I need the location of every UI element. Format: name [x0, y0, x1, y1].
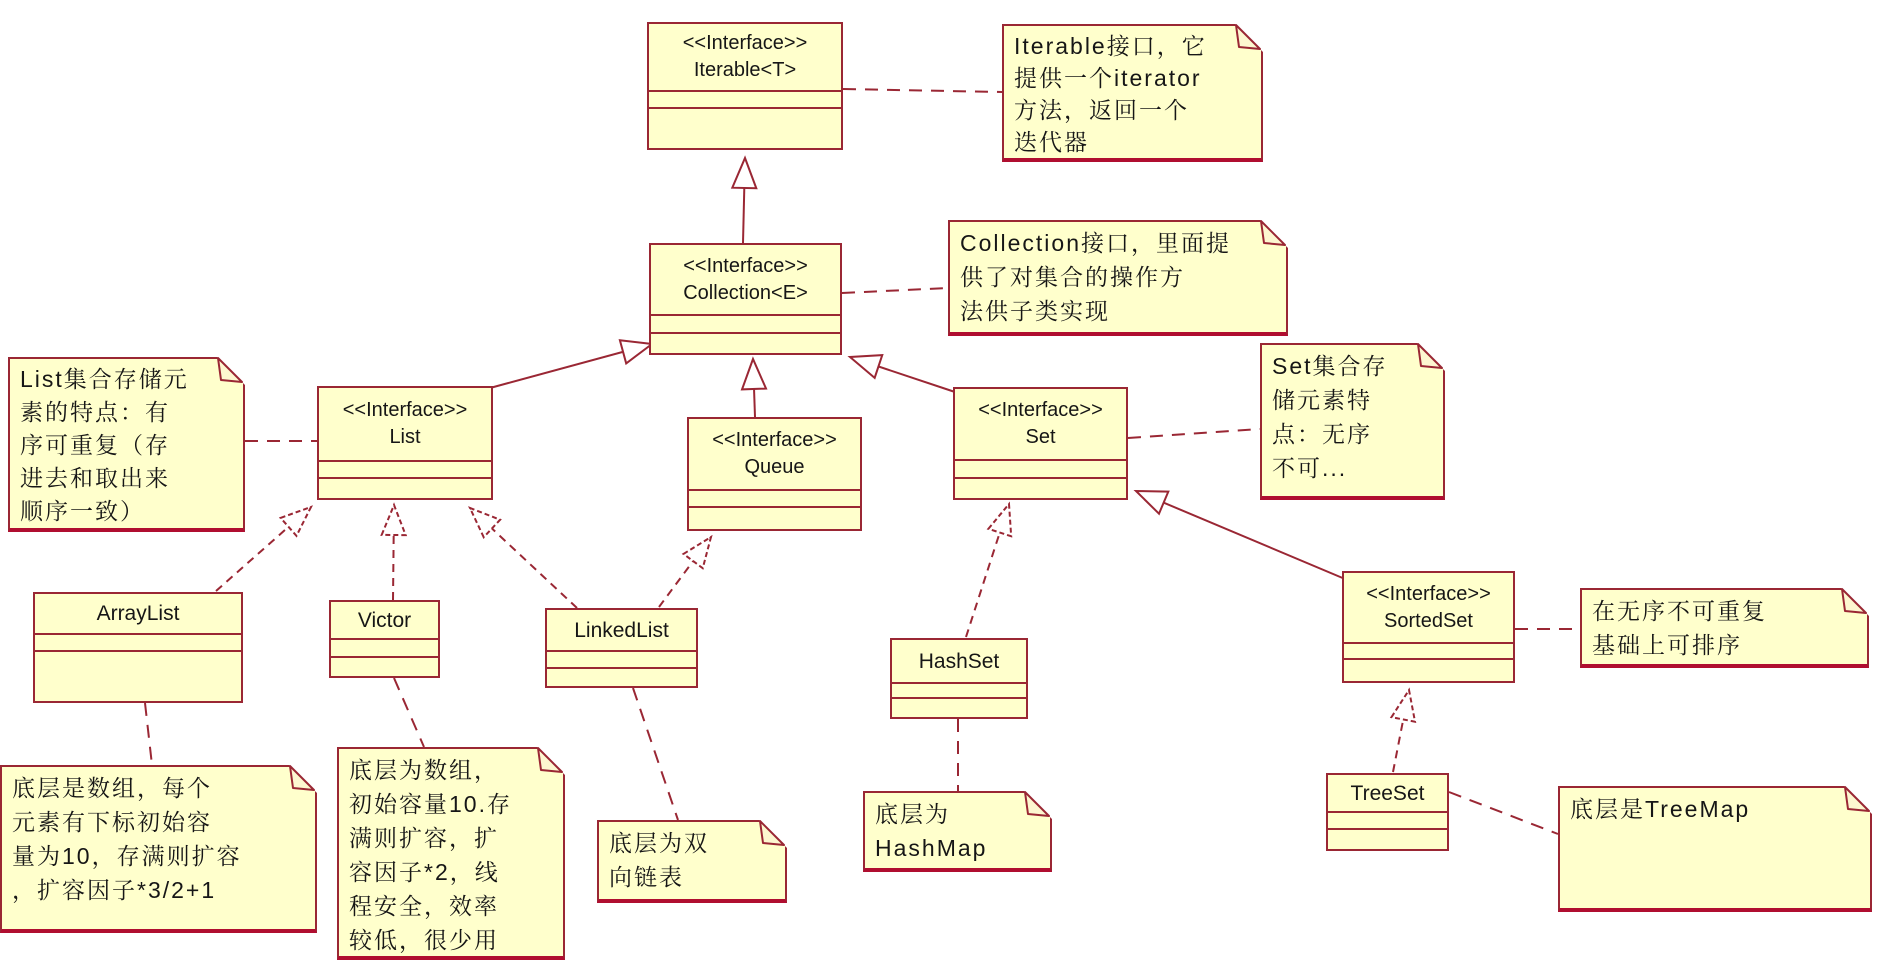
- note-fold-corner-icon: [1024, 791, 1052, 819]
- note-text-line: 基础上可排序: [1592, 632, 1742, 658]
- uml-class-treeset[interactable]: [1326, 773, 1449, 851]
- class-name-label: LinkedList: [574, 618, 669, 642]
- uml-box-title: [1328, 775, 1447, 811]
- class-name-label: ArrayList: [96, 602, 180, 625]
- uml-interface-queue[interactable]: [687, 417, 862, 531]
- uml-box-title: [35, 594, 241, 633]
- note-text-line: 储元素特: [1272, 387, 1372, 413]
- edge-generalization-sortedset-to-set: [1136, 491, 1345, 579]
- attributes-compartment: [892, 682, 1026, 697]
- uml-victor-note[interactable]: [337, 747, 565, 960]
- operations-compartment: [649, 107, 841, 148]
- edge-realization-treeset-to-sortedset: [1393, 690, 1409, 772]
- class-name-label: Victor: [357, 608, 412, 632]
- uml-class-hashset[interactable]: [890, 638, 1028, 719]
- uml-interface-collection[interactable]: [649, 243, 842, 355]
- edge-realization-linkedlist-to-list: [470, 508, 577, 608]
- uml-sortedset-note[interactable]: [1580, 588, 1869, 668]
- note-text-line: 素的特点：有: [20, 399, 170, 425]
- note-text-line: Collection接口，里面提: [960, 230, 1231, 256]
- uml-set-note[interactable]: [1260, 343, 1445, 500]
- note-text-line: 较低，很少用: [349, 927, 499, 953]
- note-fold-corner-icon: [759, 820, 787, 848]
- uml-box-title: [319, 388, 491, 460]
- attributes-compartment: [649, 90, 841, 107]
- note-text-line: 供了对集合的操作方: [960, 264, 1185, 290]
- uml-box-title: [331, 602, 438, 638]
- class-name-label: Queue: [744, 456, 805, 478]
- edge-note-anchor-set-to-set-note: [1128, 429, 1260, 438]
- uml-interface-list[interactable]: [317, 386, 493, 500]
- edge-generalization-collection-to-iterable: [743, 158, 745, 243]
- edge-note-anchor-arraylist-to-arraylist-note: [145, 703, 152, 765]
- note-text-line: 迭代器: [1014, 129, 1089, 155]
- note-fold-corner-icon: [289, 765, 317, 793]
- note-text-line: 底层为: [875, 801, 950, 827]
- note-text-line: 进去和取出来: [20, 465, 170, 491]
- attributes-compartment: [1328, 811, 1447, 828]
- operations-compartment: [689, 506, 860, 529]
- operations-compartment: [892, 697, 1026, 717]
- uml-box-title: [547, 610, 696, 650]
- edge-note-anchor-treeset-to-treeset-note: [1449, 792, 1558, 834]
- edge-note-anchor-iterable-to-iterable-note: [843, 89, 1002, 92]
- edge-note-anchor-victor-to-victor-note: [394, 678, 424, 747]
- uml-treeset-note[interactable]: [1558, 786, 1872, 912]
- edge-note-anchor-collection-to-collection-note: [842, 288, 948, 293]
- edge-generalization-queue-to-collection: [753, 359, 755, 417]
- note-text-line: 容因子*2，线: [349, 859, 500, 885]
- note-text-line: List集合存储元: [20, 366, 189, 392]
- uml-box-title: [1344, 573, 1513, 642]
- note-text-line: 顺序一致）: [20, 498, 145, 524]
- class-name-label: TreeSet: [1350, 781, 1425, 805]
- note-text-line: 法供子类实现: [960, 298, 1110, 324]
- uml-interface-sortedset[interactable]: [1342, 571, 1515, 683]
- operations-compartment: [35, 650, 241, 701]
- note-text-line: 元素有下标初始容: [12, 809, 212, 835]
- operations-compartment: [955, 477, 1126, 498]
- uml-class-arraylist[interactable]: [33, 592, 243, 703]
- uml-box-title: [955, 389, 1126, 459]
- note-text-line: 底层为双: [609, 830, 709, 856]
- operations-compartment: [1344, 658, 1513, 681]
- attributes-compartment: [651, 314, 840, 332]
- note-text-line: 点：无序: [1272, 421, 1372, 447]
- note-text-line: Set集合存: [1272, 353, 1388, 379]
- note-text-line: 初始容量10.存: [349, 791, 512, 817]
- note-text-line: 不可...: [1272, 455, 1348, 481]
- note-fold-corner-icon: [1844, 786, 1872, 814]
- class-name-label: Set: [1025, 426, 1056, 448]
- class-name-label: SortedSet: [1384, 609, 1473, 632]
- uml-hashset-note[interactable]: [863, 791, 1052, 872]
- uml-box-title: [892, 640, 1026, 682]
- operations-compartment: [651, 332, 840, 353]
- stereotype-label: <<Interface>>: [712, 429, 837, 451]
- attributes-compartment: [331, 638, 438, 656]
- operations-compartment: [1328, 828, 1447, 849]
- stereotype-label: <<Interface>>: [978, 399, 1103, 421]
- uml-interface-iterable[interactable]: [647, 22, 843, 150]
- note-text-line: 在无序不可重复: [1592, 598, 1767, 624]
- note-text-line: 满则扩容，扩: [349, 825, 499, 851]
- note-text-line: 底层是数组，每个: [12, 775, 212, 801]
- class-name-label: HashSet: [918, 649, 1000, 673]
- note-text-line: 序可重复（存: [20, 432, 170, 458]
- note-text-line: 底层为数组，: [349, 757, 499, 783]
- note-fold-corner-icon: [1260, 220, 1288, 248]
- class-name-label: List: [389, 426, 421, 448]
- stereotype-label: <<Interface>>: [1366, 582, 1491, 605]
- note-text-line: 提供一个iterator: [1014, 65, 1202, 91]
- attributes-compartment: [319, 460, 491, 477]
- class-name-label: Collection<E>: [683, 281, 808, 304]
- edge-realization-linkedlist-to-queue: [659, 537, 711, 607]
- edge-generalization-set-to-collection: [850, 357, 955, 392]
- stereotype-label: <<Interface>>: [683, 254, 808, 277]
- note-text-line: ，扩容因子*3/2+1: [12, 877, 217, 903]
- edge-realization-hashset-to-set: [966, 504, 1009, 637]
- uml-box-title: [651, 245, 840, 314]
- note-text-line: 向链表: [609, 864, 684, 890]
- edge-realization-victor-to-list: [393, 505, 394, 600]
- note-text-line: 量为10，存满则扩容: [12, 843, 242, 869]
- stereotype-label: <<Interface>>: [342, 399, 468, 421]
- uml-class-victor[interactable]: [329, 600, 440, 678]
- note-fold-corner-icon: [1235, 24, 1263, 52]
- uml-iterable-note[interactable]: [1002, 24, 1263, 162]
- note-fold-corner-icon: [1841, 588, 1869, 616]
- note-text-line: HashMap: [875, 835, 988, 861]
- attributes-compartment: [955, 459, 1126, 477]
- operations-compartment: [547, 667, 696, 686]
- uml-collection-note[interactable]: [948, 220, 1288, 336]
- note-text-line: Iterable接口，它: [1014, 33, 1207, 59]
- note-fold-corner-icon: [1417, 343, 1445, 371]
- note-text-line: 底层是TreeMap: [1570, 796, 1751, 822]
- uml-box-title: [649, 24, 841, 90]
- attributes-compartment: [35, 633, 241, 650]
- edge-note-anchor-linkedlist-to-linkedlist-note: [633, 688, 678, 820]
- note-fold-corner-icon: [217, 357, 245, 385]
- uml-class-linkedlist[interactable]: [545, 608, 698, 688]
- uml-linkedlist-note[interactable]: [597, 820, 787, 903]
- attributes-compartment: [689, 489, 860, 506]
- note-fold-corner-icon: [537, 747, 565, 775]
- uml-list-note[interactable]: [8, 357, 245, 532]
- operations-compartment: [319, 477, 491, 498]
- operations-compartment: [331, 656, 438, 676]
- attributes-compartment: [1344, 642, 1513, 658]
- uml-arraylist-note[interactable]: [0, 765, 317, 933]
- uml-interface-set[interactable]: [953, 387, 1128, 500]
- class-name-label: Iterable<T>: [693, 59, 797, 81]
- stereotype-label: <<Interface>>: [682, 32, 808, 54]
- edge-generalization-list-to-collection: [490, 344, 652, 388]
- note-text-line: 方法，返回一个: [1014, 97, 1189, 123]
- uml-box-title: [689, 419, 860, 489]
- attributes-compartment: [547, 650, 696, 667]
- note-text-line: 程安全，效率: [349, 893, 499, 919]
